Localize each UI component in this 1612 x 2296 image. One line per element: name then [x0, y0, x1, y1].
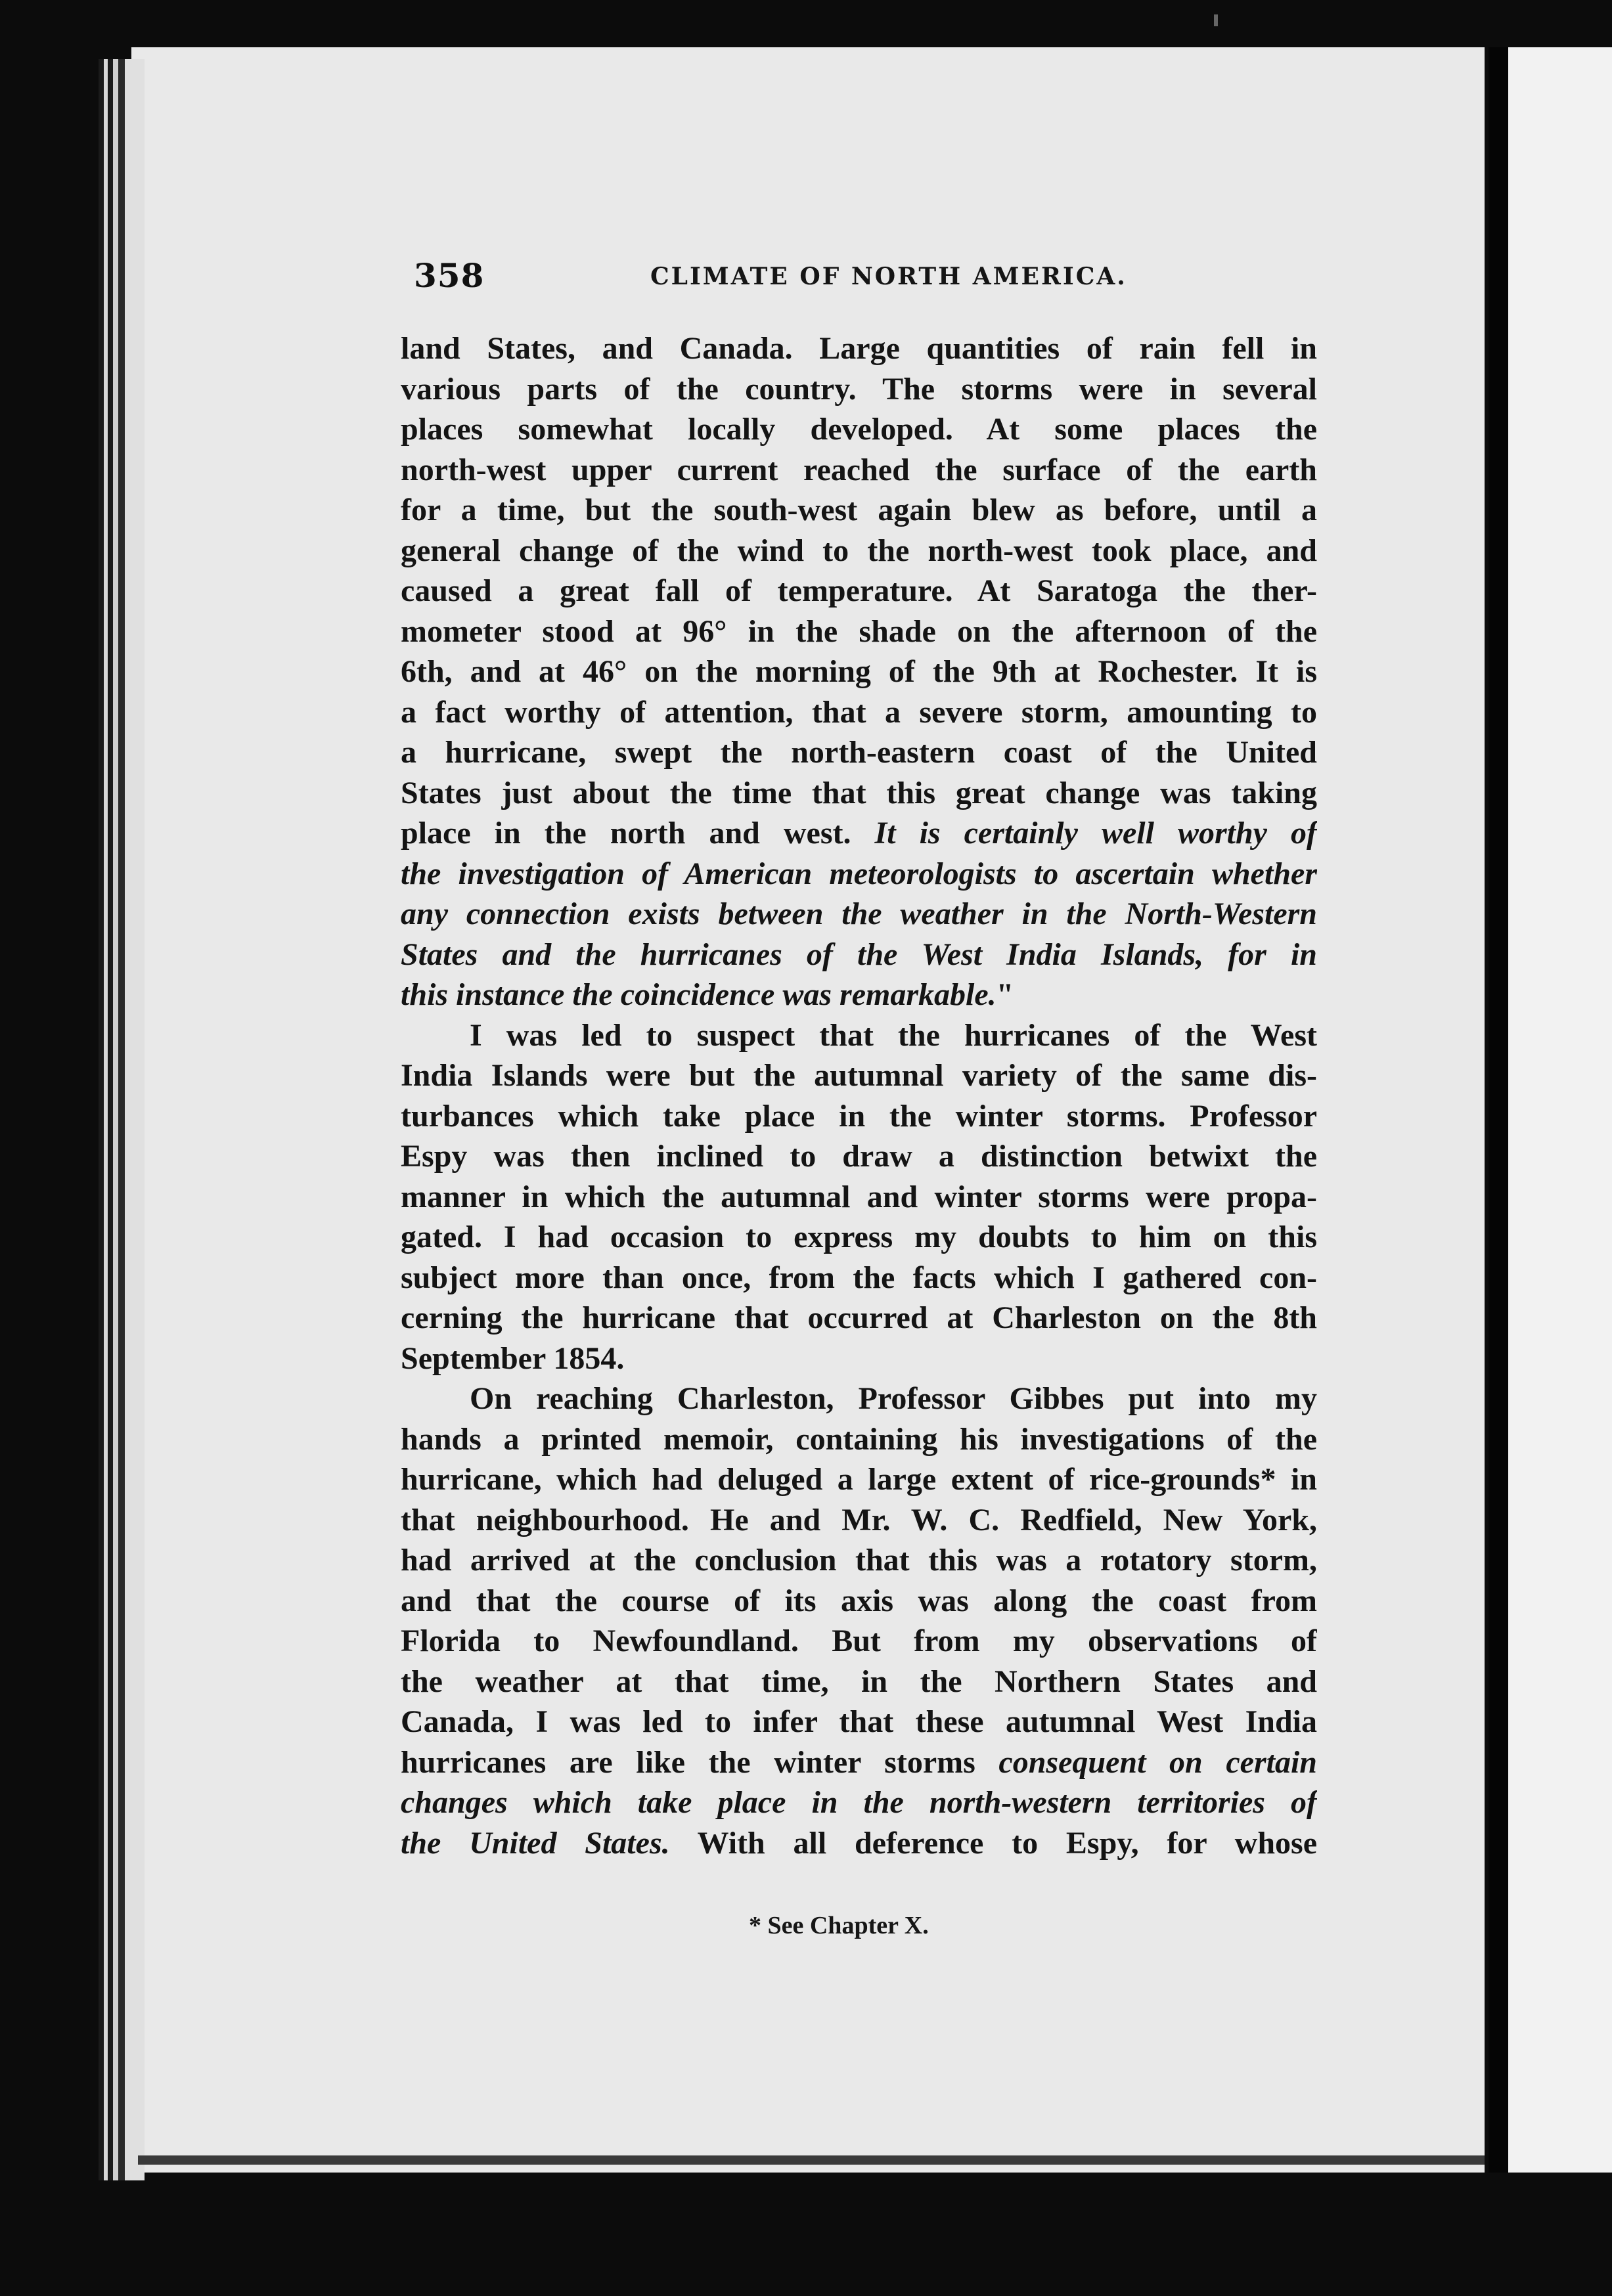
- text-line: [401, 1782, 1317, 1823]
- text-run: I was led to suspect that the hurricanes of the West: [470, 1017, 1317, 1053]
- italic-text-run: this instance the coincidence was remarkable.: [401, 977, 996, 1012]
- text-run: caused a great fall of temperature. At Saratoga the ther-: [401, 573, 1317, 608]
- italic-text-run: It is certainly well worthy of: [874, 816, 1317, 850]
- text-line: [401, 1702, 1317, 1742]
- facing-page-edge: [1508, 47, 1612, 2173]
- italic-text-run: States and the hurricanes of the West India Islands, for in: [401, 937, 1317, 972]
- text-line: [401, 1540, 1317, 1581]
- running-head-title: CLIMATE OF NORTH AMERICA.: [650, 263, 1127, 290]
- text-run: With all deference to Espy, for whose: [669, 1825, 1317, 1861]
- text-line: [401, 1015, 1317, 1056]
- text-run: mometer stood at 96° in the shade on the afternoon of the: [401, 613, 1317, 649]
- text-run: Florida to Newfoundland. But from my observations of: [401, 1623, 1317, 1658]
- text-run: the weather at that time, in the Northern States and: [401, 1664, 1317, 1699]
- text-run: Canada, I was led to infer that these autumnal West India: [401, 1704, 1317, 1739]
- text-line: [401, 692, 1317, 733]
- text-line: [401, 651, 1317, 692]
- text-run: a hurricane, swept the north-eastern coast of the United: [401, 735, 1317, 770]
- text-run: for a time, but the south-west again blew as before, until a: [401, 493, 1317, 527]
- text-line: [401, 894, 1317, 935]
- text-line: [401, 450, 1317, 491]
- text-run: and that the course of its axis was along the coast from: [401, 1583, 1317, 1618]
- text-run: On reaching Charleston, Professor Gibbes put into my: [470, 1381, 1317, 1416]
- text-line: [401, 732, 1317, 773]
- text-run: north-west upper current reached the surface of the earth: [401, 452, 1317, 487]
- text-run: a fact worthy of attention, that a severe storm, amounting to: [401, 694, 1317, 730]
- text-run: manner in which the autumnal and winter storms were propa-: [401, 1179, 1317, 1214]
- italic-text-run: the United States.: [401, 1825, 670, 1861]
- text-line: [401, 611, 1317, 652]
- text-line: [401, 854, 1317, 894]
- text-line: [401, 490, 1317, 531]
- text-line: [401, 1621, 1317, 1662]
- page-number: 358: [414, 256, 485, 295]
- text-line: [401, 1258, 1317, 1298]
- text-run: various parts of the country. The storms were in several: [401, 371, 1317, 407]
- italic-text-run: changes which take place in the north-western territories of: [401, 1785, 1317, 1820]
- running-head: [414, 256, 1307, 296]
- text-run: ": [996, 977, 1014, 1012]
- text-run: September 1854.: [401, 1340, 625, 1376]
- text-run: 6th, and at 46° on the morning of the 9th at Rochester. It is: [401, 654, 1317, 689]
- text-line: [401, 1217, 1317, 1258]
- text-line: [401, 369, 1317, 410]
- text-run: Espy was then inclined to draw a distinction betwixt the: [401, 1139, 1317, 1174]
- text-line: [401, 1742, 1317, 1783]
- page-bottom-edge: [138, 2155, 1485, 2165]
- scan-artifact: [1214, 14, 1218, 26]
- text-line: [401, 935, 1317, 975]
- text-run: subject more than once, from the facts which I gathered con-: [401, 1260, 1317, 1295]
- text-run: land States, and Canada. Large quantities of rain fell in: [401, 331, 1317, 366]
- text-line: [401, 1379, 1317, 1419]
- text-line: [401, 1096, 1317, 1137]
- text-run: India Islands were but the autumnal variety of the same dis-: [401, 1058, 1317, 1093]
- text-line: [401, 1055, 1317, 1096]
- text-run: hurricane, which had deluged a large extent of rice-grounds* in: [401, 1462, 1317, 1497]
- text-line: [401, 571, 1317, 611]
- text-run: cerning the hurricane that occurred at Charleston on the 8th: [401, 1300, 1317, 1335]
- text-run: places somewhat locally developed. At some places the: [401, 412, 1317, 447]
- text-line: [401, 773, 1317, 814]
- book-gutter: [1489, 47, 1508, 2173]
- text-line: [401, 1136, 1317, 1177]
- text-run: had arrived at the conclusion that this was a rotatory storm,: [401, 1543, 1317, 1578]
- text-line: [401, 1581, 1317, 1622]
- text-line: [401, 1459, 1317, 1500]
- text-run: place in the north and west.: [401, 816, 875, 850]
- text-line: [401, 1662, 1317, 1702]
- text-line: [401, 328, 1317, 369]
- body-text: [401, 328, 1317, 1863]
- text-line: [401, 1823, 1317, 1864]
- text-line: [401, 1419, 1317, 1460]
- text-run: gated. I had occasion to express my doubts to him on this: [401, 1220, 1317, 1254]
- text-run: general change of the wind to the north-west took place, and: [401, 533, 1317, 568]
- text-run: hands a printed memoir, containing his investigations of the: [401, 1421, 1317, 1457]
- italic-text-run: consequent on certain: [998, 1744, 1317, 1780]
- text-run: that neighbourhood. He and Mr. W. C. Redfield, New York,: [401, 1502, 1317, 1537]
- text-run: States just about the time that this great change was taking: [401, 775, 1317, 810]
- italic-text-run: the investigation of American meteorologists to ascertain whether: [401, 856, 1317, 891]
- page-spine-edge: [99, 59, 145, 2180]
- footnote: * See Chapter X.: [749, 1912, 929, 1939]
- italic-text-run: any connection exists between the weather in the North-Western: [401, 896, 1317, 931]
- text-line: [401, 1338, 1317, 1379]
- text-line: [401, 531, 1317, 571]
- text-line: [401, 975, 1317, 1015]
- text-line: [401, 409, 1317, 450]
- text-line: [401, 1298, 1317, 1338]
- text-line: [401, 1500, 1317, 1541]
- text-run: turbances which take place in the winter storms. Professor: [401, 1098, 1317, 1134]
- text-run: hurricanes are like the winter storms: [401, 1744, 999, 1780]
- text-line: [401, 813, 1317, 854]
- text-line: [401, 1177, 1317, 1218]
